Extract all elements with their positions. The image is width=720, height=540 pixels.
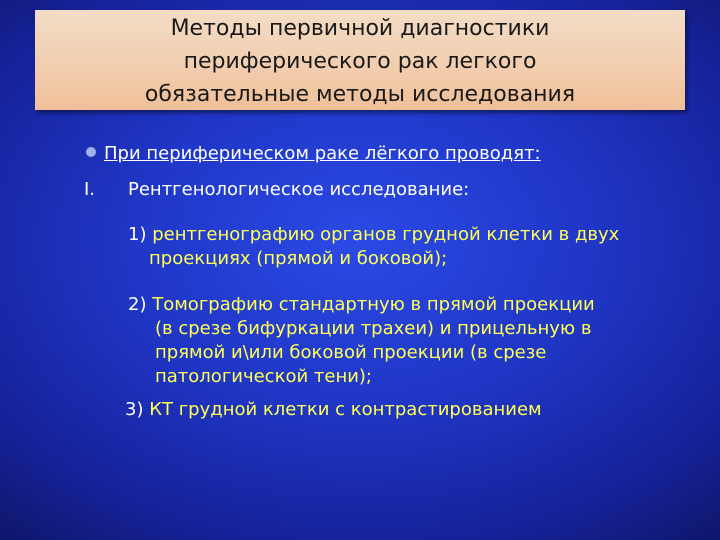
intro-bullet-text: При периферическом раке лёгкого проводят:	[104, 143, 541, 164]
slide-title	[35, 10, 685, 110]
list-item-number: 3)	[125, 399, 144, 420]
intro-bullet	[86, 143, 541, 164]
title-line-2: периферического рак легкого	[183, 49, 537, 74]
list-item	[125, 398, 542, 422]
list-item-line: прямой и\или боковой проекции (в срезе	[155, 342, 547, 363]
list-item-number: 2)	[128, 294, 147, 315]
list-item-line: проекциях (прямой и боковой);	[149, 248, 448, 269]
list-item	[128, 293, 595, 389]
section-heading: Рентгенологическое исследование:	[128, 179, 470, 200]
list-item	[128, 223, 619, 271]
list-item-line: (в срезе бифуркации трахеи) и прицельную в	[155, 318, 592, 339]
list-item-line: КТ грудной клетки с контрастированием	[149, 399, 542, 420]
section-numeral: I.	[84, 179, 96, 200]
list-item-line: Томографию стандартную в прямой проекции	[152, 294, 595, 315]
title-line-3: обязательные методы исследования	[144, 82, 576, 107]
bullet-dot-icon	[86, 147, 96, 157]
list-item-line: рентгенографию органов грудной клетки в двух	[152, 224, 620, 245]
list-item-line: патологической тени);	[155, 366, 372, 387]
list-item-number: 1)	[128, 224, 147, 245]
title-line-1: Методы первичной диагностики	[170, 16, 550, 41]
